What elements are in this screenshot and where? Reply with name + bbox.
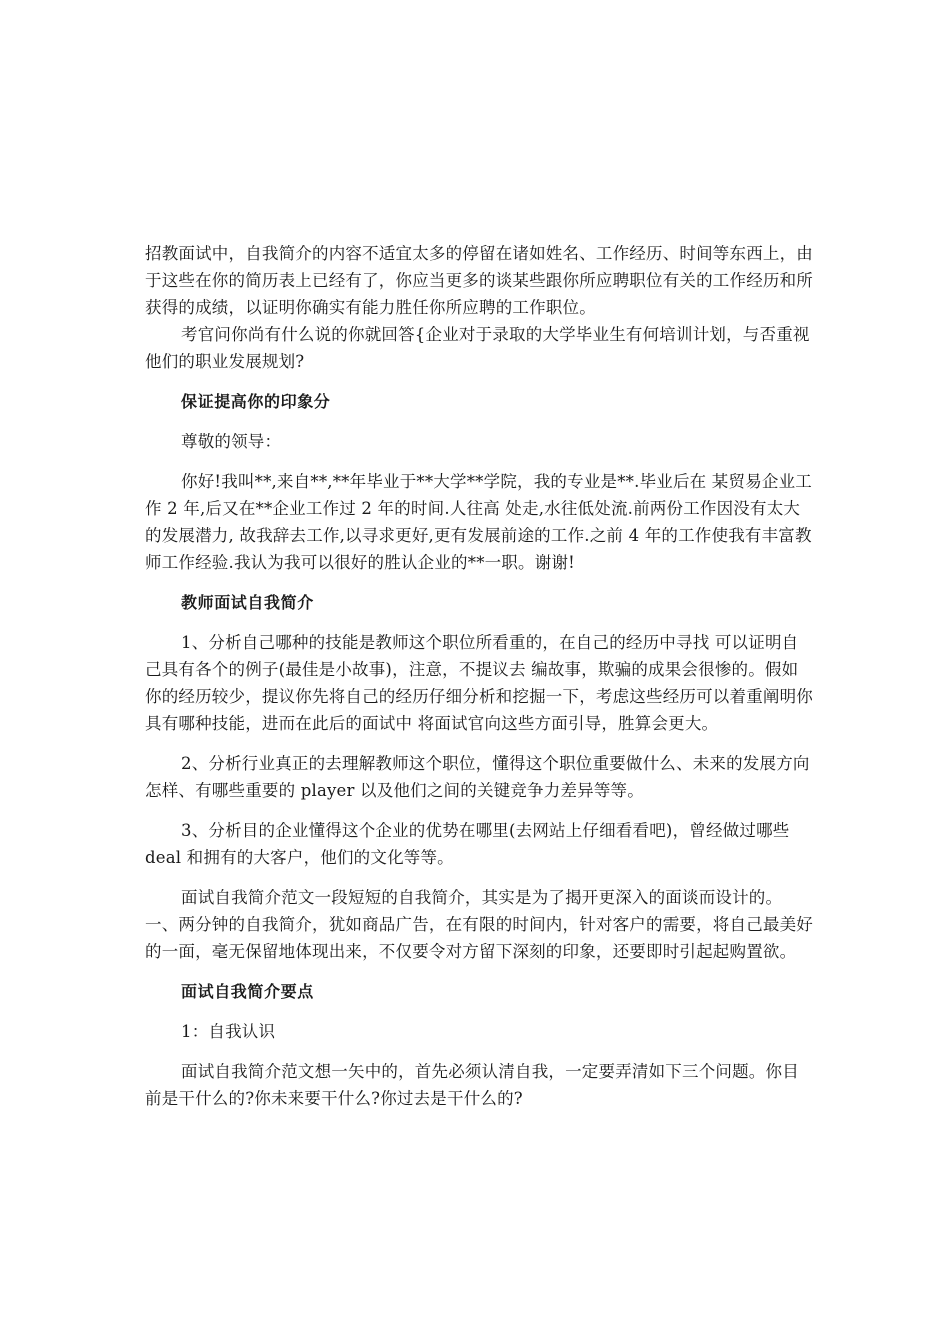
paragraph-point-1: 1、分析自己哪种的技能是教师这个职位所看重的，在自己的经历中寻找 可以证明自己具有各个的例子(最佳是小故事)，注意，不提议去 编故事，欺骗的成果会很惨的。假如你的经历较少，提议你先将自己的经历仔细分析和挖掘一下，考虑这些经历可以着重阐明你具有哪种技能，进而在此后的面试中 将面试官向这些方面引导，胜算会更大。 — [145, 633, 813, 733]
paragraph-self-intro-sample: 你好!我叫**,来自**,**年毕业于**大学**学院，我的专业是**.毕业后在 某贸易企业工作 2 年,后又在**企业工作过 2 年的时间.人往高 处走,水往低处流.前两份工作因没有太大的发展潜力, 故我辞去工作,以寻求更好,更有发展前途的工作.之前 4 年的工作使我有丰富教师工作经验.我认为我可以很好的胜认企业的**一职。谢谢! — [145, 472, 813, 572]
heading-teacher-intro: 教师面试自我简介 — [181, 593, 314, 612]
document-body — [145, 240, 813, 1112]
paragraph-point-2: 2、分析行业真正的去理解教师这个职位，懂得这个职位重要做什么、未来的发展方向怎样、有哪些重要的 player 以及他们之间的关键竞争力差异等等。 — [145, 754, 810, 800]
heading-impression: 保证提高你的印象分 — [181, 392, 331, 411]
paragraph-question: 考官问你尚有什么说的你就回答{企业对于录取的大学毕业生有何培训计划，与否重视他们的职业发展规划? — [145, 325, 810, 371]
paragraph-sample-text: 面试自我简介范文一段短短的自我简介，其实是为了揭开更深入的面谈而设计的。一、两分钟的自我简介，犹如商品广告，在有限的时间内，针对客户的需要，将自己最美好的一面，毫无保留地体现出来，不仅要令对方留下深刻的印象，还要即时引起起购置欲。 — [145, 888, 813, 961]
paragraph-self-awareness: 面试自我简介范文想一矢中的，首先必须认清自我，一定要弄清如下三个问题。你目前是干什么的?你未来要干什么?你过去是干什么的? — [145, 1062, 799, 1108]
paragraph-salutation: 尊敬的领导： — [181, 432, 282, 451]
paragraph-point-3: 3、分析目的企业懂得这个企业的优势在哪里(去网站上仔细看看吧)，曾经做过哪些 deal 和拥有的大客户，他们的文化等等。 — [145, 821, 790, 867]
paragraph-self-awareness-label: 1：自我认识 — [181, 1022, 276, 1041]
paragraph-intro: 招教面试中，自我简介的内容不适宜太多的停留在诸如姓名、工作经历、时间等东西上，由于这些在你的简历表上已经有了，你应当更多的谈某些跟你所应聘职位有关的工作经历和所获得的成绩，以证明你确实有能力胜任你所应聘的工作职位。 — [145, 244, 813, 317]
heading-key-points: 面试自我简介要点 — [181, 982, 314, 1001]
